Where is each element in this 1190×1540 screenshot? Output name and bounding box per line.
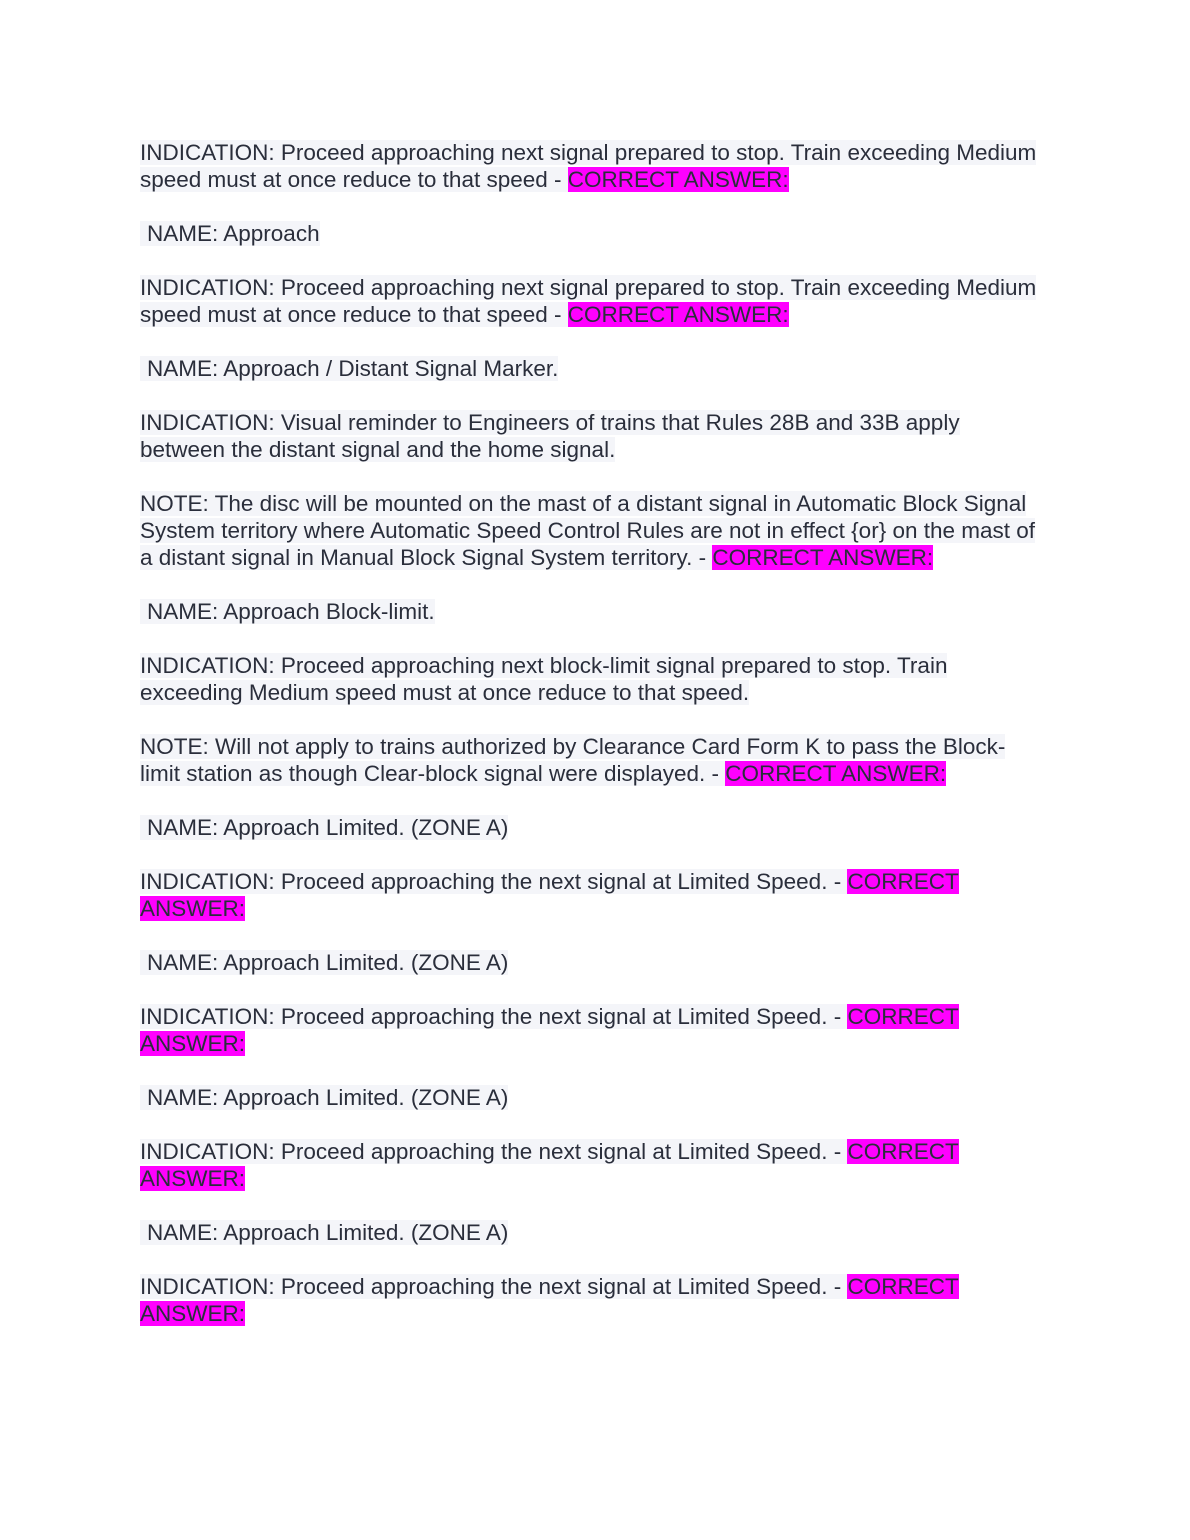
indication-paragraph bbox=[140, 868, 1045, 922]
indication-paragraph bbox=[140, 652, 1045, 706]
name-paragraph bbox=[140, 1219, 1045, 1246]
correct-answer-highlight: CORRECT ANSWER: bbox=[140, 869, 959, 921]
indication-paragraph bbox=[140, 1138, 1045, 1192]
paragraph-text: NAME: Approach Block-limit. bbox=[140, 599, 435, 624]
name-paragraph bbox=[140, 1084, 1045, 1111]
correct-answer-highlight: CORRECT ANSWER: bbox=[567, 302, 789, 327]
indication-paragraph bbox=[140, 139, 1045, 193]
paragraph-text: INDICATION: Proceed approaching next signal prepared to stop. Train exceeding Medium speed must at once reduce to that speed - bbox=[140, 275, 1037, 327]
indication-paragraph bbox=[140, 1273, 1045, 1327]
name-paragraph bbox=[140, 220, 1045, 247]
paragraph-text: NAME: Approach bbox=[140, 221, 320, 246]
paragraph-text: INDICATION: Proceed approaching the next signal at Limited Speed. - bbox=[140, 1004, 848, 1029]
paragraph-text: INDICATION: Proceed approaching next signal prepared to stop. Train exceeding Medium speed must at once reduce to that speed - bbox=[140, 140, 1037, 192]
indication-paragraph bbox=[140, 409, 1045, 463]
indication-paragraph bbox=[140, 274, 1045, 328]
correct-answer-highlight: CORRECT ANSWER: bbox=[140, 1139, 959, 1191]
paragraph-text: NAME: Approach / Distant Signal Marker. bbox=[140, 356, 558, 381]
name-paragraph bbox=[140, 355, 1045, 382]
paragraph-text: NOTE: The disc will be mounted on the mast of a distant signal in Automatic Block Signal System territory where Automatic Speed Control Rules are not in effect {or} on the mast of a distant signal in Manual Block Signal System territory. - bbox=[140, 491, 1036, 570]
indication-paragraph bbox=[140, 1003, 1045, 1057]
document-page bbox=[140, 139, 1045, 1327]
correct-answer-highlight: CORRECT ANSWER: bbox=[567, 167, 789, 192]
paragraph-text: INDICATION: Proceed approaching next block-limit signal prepared to stop. Train exceeding Medium speed must at once reduce to that speed. bbox=[140, 653, 948, 705]
paragraph-text: INDICATION: Proceed approaching the next signal at Limited Speed. - bbox=[140, 869, 848, 894]
name-paragraph bbox=[140, 949, 1045, 976]
paragraph-text: NAME: Approach Limited. (ZONE A) bbox=[140, 1220, 508, 1245]
paragraph-text: INDICATION: Visual reminder to Engineers of trains that Rules 28B and 33B apply between the distant signal and the home signal. bbox=[140, 410, 960, 462]
paragraph-text: INDICATION: Proceed approaching the next signal at Limited Speed. - bbox=[140, 1139, 848, 1164]
correct-answer-highlight: CORRECT ANSWER: bbox=[712, 545, 934, 570]
correct-answer-highlight: CORRECT ANSWER: bbox=[725, 761, 947, 786]
note-paragraph bbox=[140, 490, 1045, 571]
name-paragraph bbox=[140, 598, 1045, 625]
correct-answer-highlight: CORRECT ANSWER: bbox=[140, 1274, 959, 1326]
paragraph-text: NAME: Approach Limited. (ZONE A) bbox=[140, 1085, 508, 1110]
note-paragraph bbox=[140, 733, 1045, 787]
paragraph-text: NAME: Approach Limited. (ZONE A) bbox=[140, 950, 508, 975]
name-paragraph bbox=[140, 814, 1045, 841]
paragraph-text: INDICATION: Proceed approaching the next signal at Limited Speed. - bbox=[140, 1274, 848, 1299]
paragraph-text: NOTE: Will not apply to trains authorized by Clearance Card Form K to pass the Block-limit station as though Clear-block signal were displayed. - bbox=[140, 734, 1006, 786]
paragraph-text: NAME: Approach Limited. (ZONE A) bbox=[140, 815, 508, 840]
correct-answer-highlight: CORRECT ANSWER: bbox=[140, 1004, 959, 1056]
